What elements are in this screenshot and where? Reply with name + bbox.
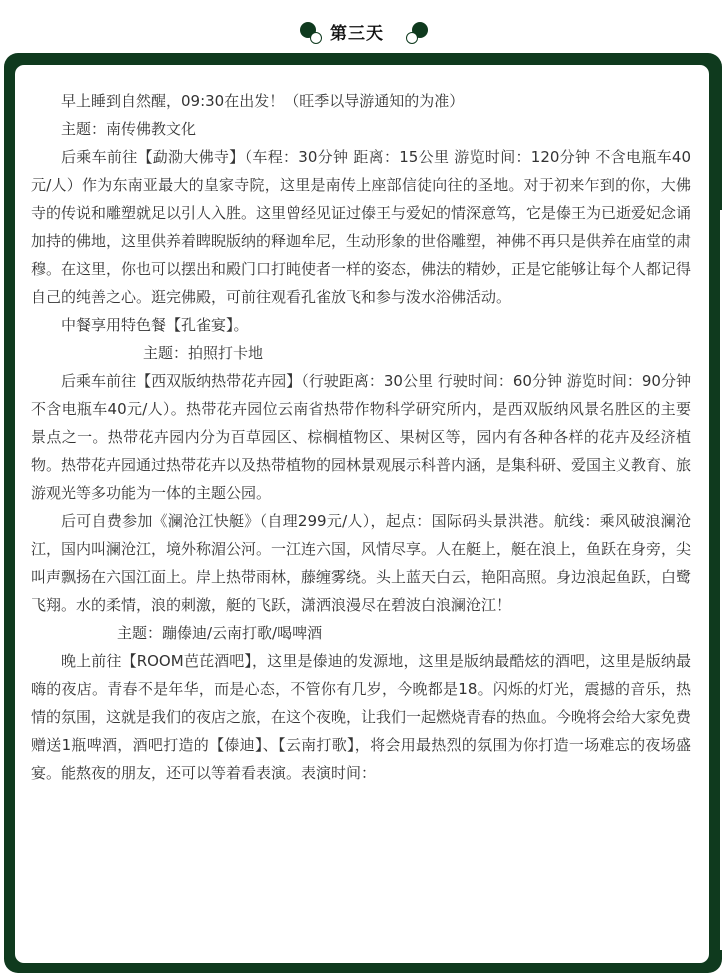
temple-paragraph: 后乘车前往【勐泐大佛寺】（车程：30分钟 距离：15公里 游览时间：120分钟 不含电瓶车40元/人）作为东南亚最大的皇家寺院，这里是南传上座部信徒向往的圣地。对于初来乍到的你，大佛寺的传说和雕塑就足以引人入胜。这里曾经见证过傣王与爱妃的情深意笃，它是傣王为已逝爱妃念诵加持的佛地，这里供养着睥睨版纳的释迦牟尼，生动形象的世俗雕塑，神佛不再只是供养在庙堂的肃穆。在这里，你也可以摆出和殿门口打盹使者一样的姿态，佛法的精妙，正是它能够让每个人都记得自己的纯善之心。逛完佛殿，可前往观看孔雀放飞和参与泼水浴佛活动。	[31, 148, 692, 306]
itinerary-content	[14, 64, 710, 964]
circle-ornament-icon	[298, 20, 320, 42]
flower-garden-paragraph: 后乘车前往【西双版纳热带花卉园】（行驶距离：30公里 行驶时间：60分钟 游览时间：90分钟 不含电瓶车40元/人）。热带花卉园位云南省热带作物科学研究所内，是西双版纳风景名胜区的主要景点之一。热带花卉园内分为百草园区、棕榈植物区、果树区等，园内有各种各样的花卉及经济植物。热带花卉园通过热带花卉以及热带植物的园林景观展示科普内涵，是集科研、爱国主义教育、旅游观光等多功能为一体的主题公园。	[31, 372, 692, 502]
day-title: 第三天	[330, 23, 384, 44]
theme-label: 主题：蹦傣迪/云南打歌/喝啤酒	[117, 624, 323, 642]
theme-label: 主题：南传佛教文化	[61, 120, 197, 138]
lunch-text: 中餐享用特色餐【孔雀宴】。	[61, 316, 249, 334]
day-header	[0, 16, 726, 46]
circle-ornament-icon	[406, 20, 428, 42]
theme-label: 主题：拍照打卡地	[143, 344, 264, 362]
departure-text: 早上睡到自然醒，09:30在出发！（旺季以导游通知的为准）	[61, 92, 465, 110]
bar-paragraph: 晚上前往【ROOM芭芘酒吧】，这里是傣迪的发源地，这里是版纳最酷炫的酒吧，这里是版纳最嗨的夜店。青春不是年华，而是心态，不管你有几岁，今晚都是18。闪烁的灯光，震撼的音乐，热情的氛围，这就是我们的夜店之旅，在这个夜晚，让我们一起燃烧青春的热血。今晚将会给大家免费赠送1瓶啤酒，酒吧打造的【傣迪】、【云南打歌】，将会用最热烈的氛围为你打造一场难忘的夜场盛宴。能熬夜的朋友，还可以等着看表演。表演时间：	[31, 652, 692, 782]
speedboat-paragraph: 后可自费参加《澜沧江快艇》（自理299元/人），起点：国际码头景洪港。航线：乘风破浪澜沧江，国内叫澜沧江，境外称湄公河。一江连六国，风情尽享。人在艇上，艇在浪上，鱼跃在身旁，尖叫声飘扬在六国江面上。岸上热带雨林，藤缠雾绕。头上蓝天白云，艳阳高照。身边浪起鱼跃，白鹭飞翔。水的柔情，浪的刺激，艇的飞跃，潇洒浪漫尽在碧波白浪澜沧江！	[31, 512, 692, 614]
